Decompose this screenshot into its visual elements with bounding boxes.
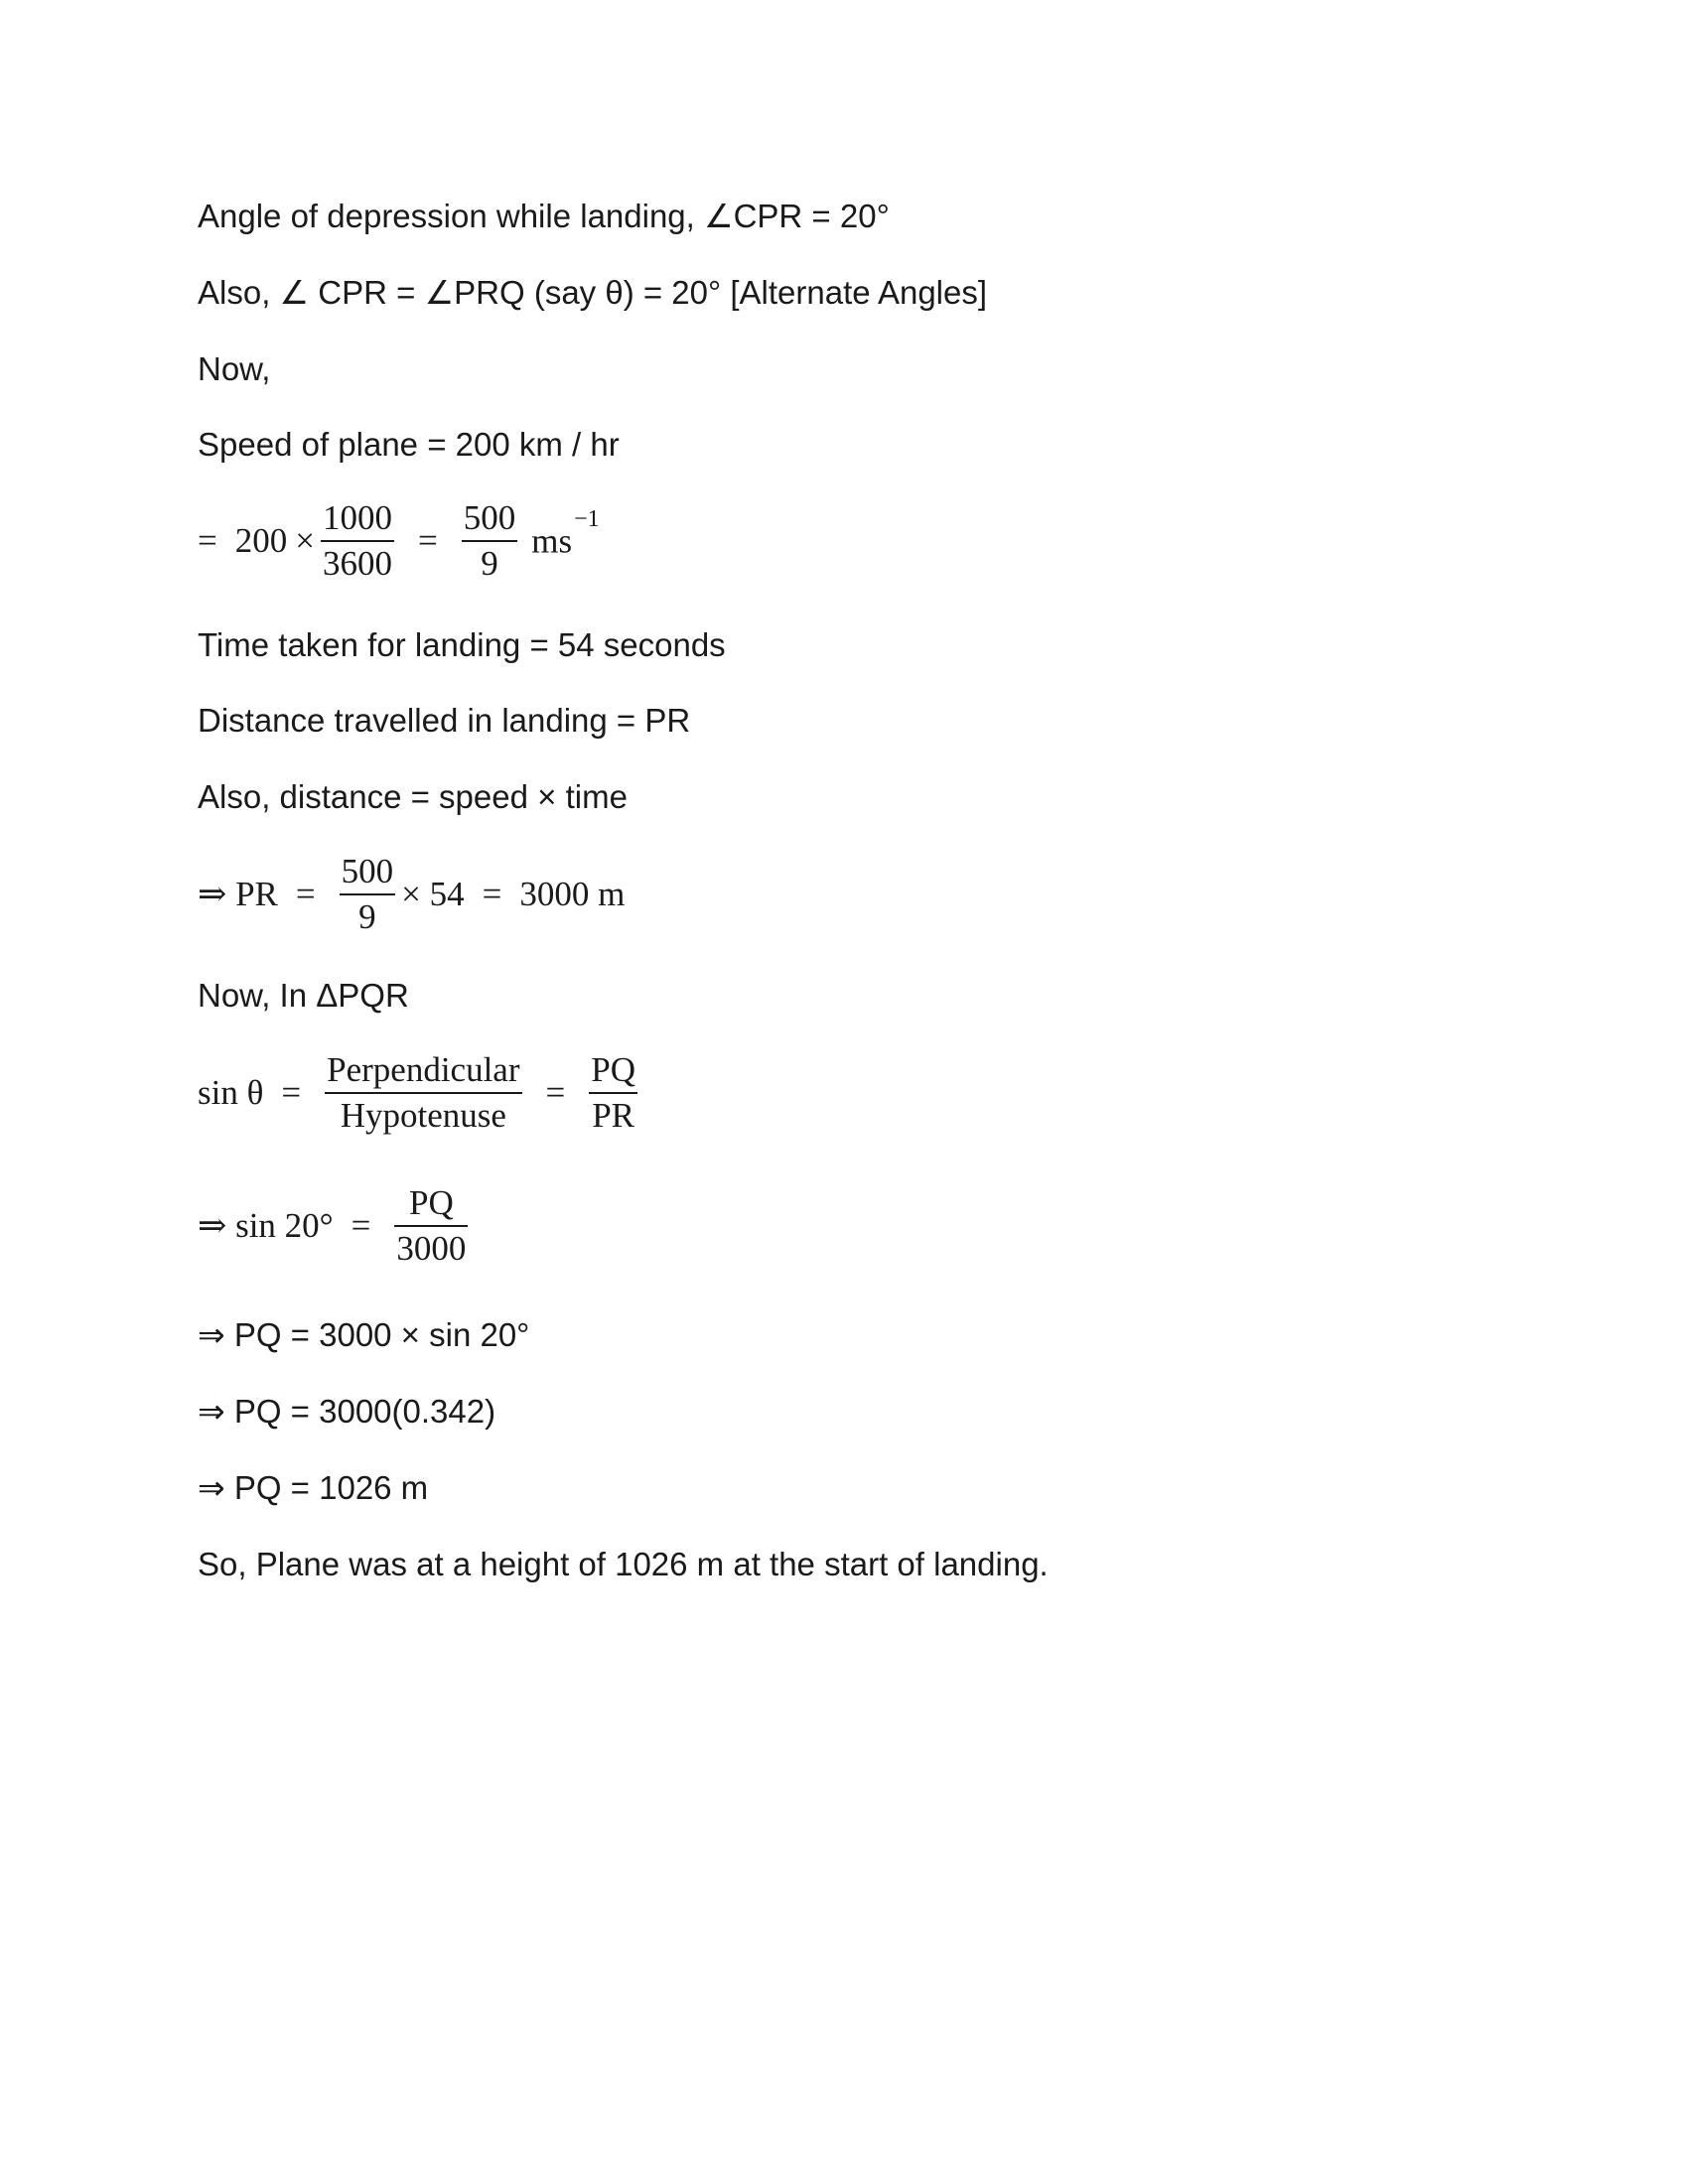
fraction-denominator: 3000 xyxy=(396,1229,467,1268)
text-line-pq-substituted: ⇒ PQ = 3000(0.342) xyxy=(198,1393,496,1430)
equals-sign: = xyxy=(482,875,502,913)
equation-rhs: 3000 m xyxy=(519,875,626,913)
fraction-pq-over-pr xyxy=(583,1048,643,1138)
equation-lhs: ⇒ PR xyxy=(198,875,278,913)
fraction-denominator: 9 xyxy=(481,544,498,583)
fraction-denominator: PR xyxy=(592,1096,635,1135)
equals-sign: = xyxy=(418,521,438,560)
text-line-conclusion: So, Plane was at a height of 1026 m at the start of landing. xyxy=(198,1546,1049,1582)
fraction-denominator: Hypotenuse xyxy=(340,1096,506,1135)
text-line-distance-formula: Also, distance = speed × time xyxy=(198,778,628,815)
times-sign: × xyxy=(295,521,315,560)
equation-pr-distance xyxy=(198,850,625,939)
equation-speed-conversion xyxy=(198,496,600,586)
equation-sin-20 xyxy=(198,1181,474,1271)
fraction-numerator: 500 xyxy=(341,852,394,890)
speed-value: 200 xyxy=(234,521,288,560)
fraction-numerator: PQ xyxy=(591,1050,635,1089)
times-54: × 54 xyxy=(401,875,465,913)
text-line-angle-of-depression: Angle of depression while landing, ∠CPR = 20° xyxy=(198,198,890,234)
fraction-numerator: 1000 xyxy=(323,498,392,537)
fraction-numerator: PQ xyxy=(409,1183,454,1222)
equation-sine-definition xyxy=(198,1048,643,1138)
equals-sign: = xyxy=(295,875,316,913)
fraction-pq-over-3000 xyxy=(388,1181,474,1271)
equals-sign: = xyxy=(198,521,217,560)
equation-lhs: sin θ xyxy=(198,1073,264,1112)
text-line-pq-result: ⇒ PQ = 1026 m xyxy=(198,1469,429,1506)
text-line-alternate-angles: Also, ∠ CPR = ∠PRQ (say θ) = 20° [Alternate Angles] xyxy=(198,274,988,311)
fraction-numerator: 500 xyxy=(463,498,516,537)
fraction-500-over-9 xyxy=(334,850,402,939)
fraction-denominator: 9 xyxy=(358,897,376,936)
equals-sign: = xyxy=(545,1073,566,1112)
fraction-1000-over-3600 xyxy=(315,496,400,586)
text-line-pq-product: ⇒ PQ = 3000 × sin 20° xyxy=(198,1316,530,1353)
fraction-denominator: 3600 xyxy=(323,544,392,583)
equals-sign: = xyxy=(281,1073,302,1112)
text-line-now: Now, xyxy=(198,350,271,387)
equals-sign: = xyxy=(351,1206,371,1245)
fraction-numerator: Perpendicular xyxy=(327,1050,520,1089)
text-line-distance-travelled: Distance travelled in landing = PR xyxy=(198,702,691,739)
unit-exponent: −1 xyxy=(574,506,600,533)
equation-lhs: ⇒ sin 20° xyxy=(198,1206,334,1245)
text-line-time-taken: Time taken for landing = 54 seconds xyxy=(198,626,726,663)
text-line-triangle-pqr: Now, In ΔPQR xyxy=(198,977,409,1014)
unit-ms: ms xyxy=(531,521,573,561)
unit-label xyxy=(531,506,600,562)
text-line-speed-of-plane: Speed of plane = 200 km / hr xyxy=(198,426,620,463)
fraction-500-over-9 xyxy=(456,496,524,586)
fraction-perpendicular-over-hypotenuse xyxy=(319,1048,527,1138)
